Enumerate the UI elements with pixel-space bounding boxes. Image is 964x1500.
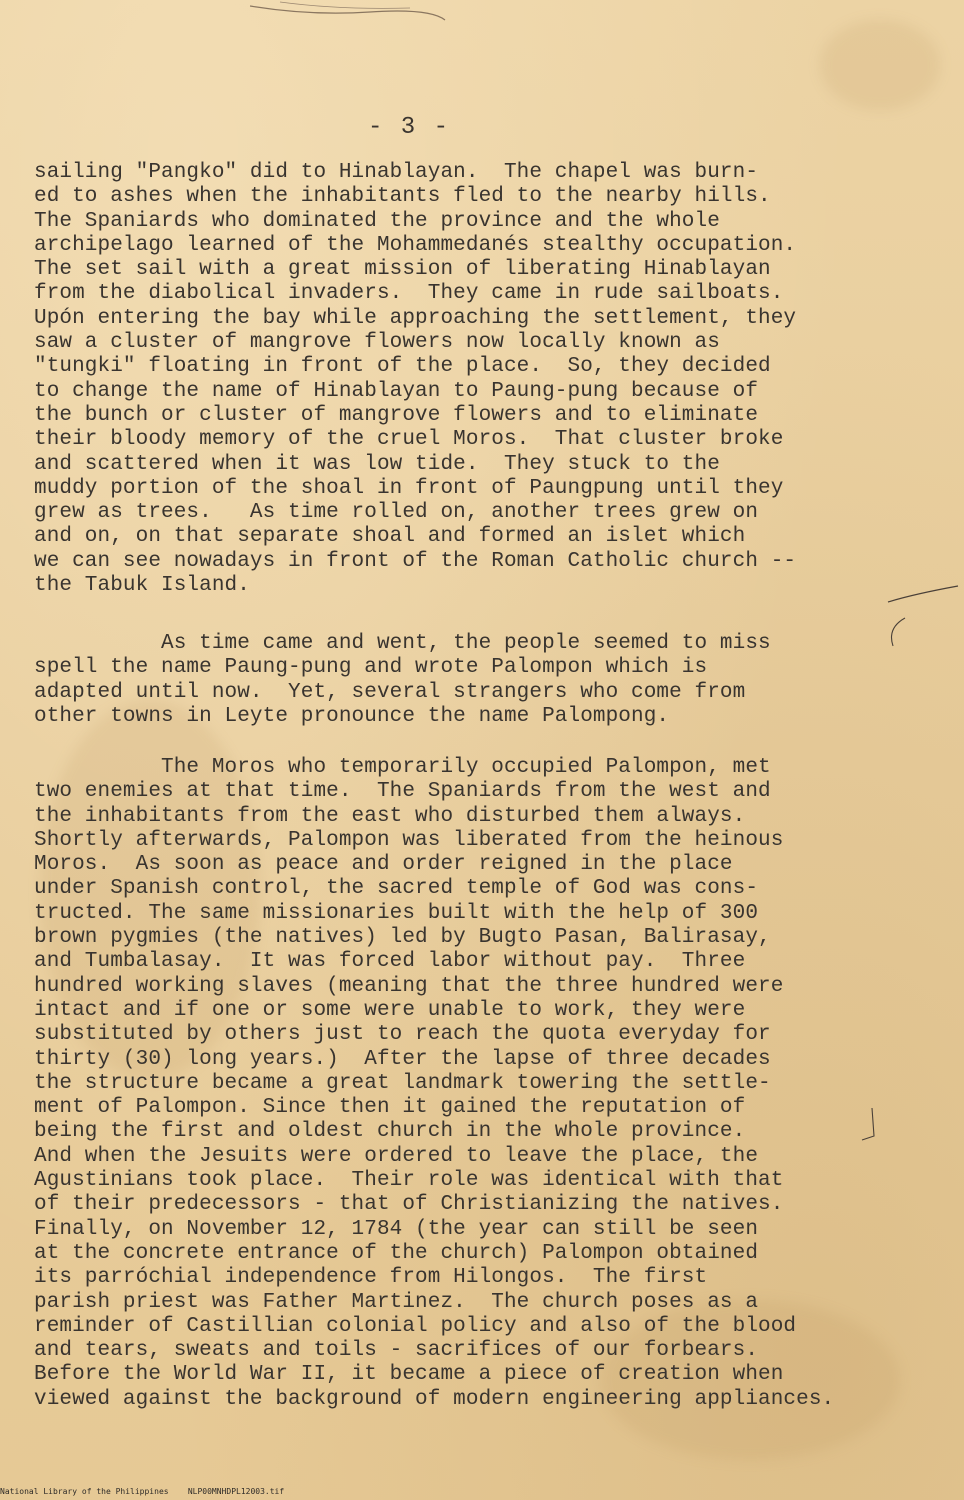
text-line: Finally, on November 12, 1784 (the year can still be seen <box>34 1217 759 1241</box>
text-line: viewed against the background of modern engineering appliances. <box>34 1387 835 1411</box>
text-line: Shortly afterwards, Palompon was liberated from the heinous <box>34 828 784 852</box>
pencil-margin-mark <box>884 584 962 614</box>
text-line: The Spaniards who dominated the province and the whole <box>34 209 720 233</box>
text-line: the inhabitants from the east who disturbed them always. <box>34 804 746 828</box>
text-line: being the first and oldest church in the whole province. <box>34 1120 746 1144</box>
text-line: of their predecessors - that of Christianizing the natives. <box>34 1193 784 1217</box>
text-line: other towns in Leyte pronounce the name Palompong. <box>34 704 670 728</box>
text-line: tructed. The same missionaries built with the help of 300 <box>34 901 759 925</box>
text-line: at the concrete entrance of the church) Palompon obtained <box>34 1241 759 1265</box>
pencil-bracket-mark <box>875 616 915 656</box>
text-line: two enemies at that time. The Spaniards from the west and <box>34 780 771 804</box>
text-line: to change the name of Hinablayan to Paung-pung because of <box>34 379 759 403</box>
text-line: the bunch or cluster of mangrove flowers and to eliminate <box>34 403 759 427</box>
text-line: Upón entering the bay while approaching the settlement, they <box>34 306 797 330</box>
text-line: saw a cluster of mangrove flowers now locally known as <box>34 331 720 355</box>
text-line: thirty (30) long years.) After the lapse of three decades <box>34 1047 771 1071</box>
text-line: ed to ashes when the inhabitants fled to the nearby hills. <box>34 185 771 209</box>
text-line: from the diabolical invaders. They came in rude sailboats. <box>34 282 784 306</box>
archive-footer: National Library of the Philippines NLP00MNHDPL12003.tif <box>0 1487 285 1496</box>
text-line: Before the World War II, it became a piece of creation when <box>34 1363 784 1387</box>
text-line: hundred working slaves (meaning that the three hundred were <box>34 974 784 998</box>
paragraph-1 <box>34 161 934 598</box>
text-line: reminder of Castillian colonial policy and also of the blood <box>34 1314 797 1338</box>
text-line: brown pygmies (the natives) led by Bugto Pasan, Balirasay, <box>34 926 771 950</box>
pencil-bracket-mark <box>860 1100 890 1160</box>
text-line: Moros. As soon as peace and order reigned in the place <box>34 853 733 877</box>
text-line: its parróchial independence from Hilongos. The first <box>34 1266 708 1290</box>
text-line: The set sail with a great mission of liberating Hinablayan <box>34 258 771 282</box>
text-line: ment of Palompon. Since then it gained the reputation of <box>34 1096 746 1120</box>
text-line: and Tumbalasay. It was forced labor without pay. Three <box>34 950 746 974</box>
text-line: Agustinians took place. Their role was identical with that <box>34 1169 784 1193</box>
paper-stain <box>820 20 940 110</box>
paragraph-2 <box>34 632 934 729</box>
text-line: As time came and went, the people seemed to miss <box>34 632 771 655</box>
text-line: the Tabuk Island. <box>34 574 250 598</box>
page-number: - 3 - <box>368 114 451 141</box>
text-line: grew as trees. As time rolled on, another trees grew on <box>34 501 759 525</box>
text-line: and on, on that separate shoal and formed an islet which <box>34 525 746 549</box>
text-line: and scattered when it was low tide. They stuck to the <box>34 452 720 476</box>
paragraph-3 <box>34 756 934 1412</box>
text-line: archipelago learned of the Mohammedanés stealthy occupation. <box>34 233 797 257</box>
text-line: intact and if one or some were unable to work, they were <box>34 998 746 1022</box>
text-line: their bloody memory of the cruel Moros. That cluster broke <box>34 428 784 452</box>
text-line: and tears, sweats and toils - sacrifices of our forbears. <box>34 1339 759 1363</box>
text-line: muddy portion of the shoal in front of Paungpung until they <box>34 476 784 500</box>
top-crease-mark <box>250 0 450 30</box>
text-line: under Spanish control, the sacred temple of God was cons- <box>34 877 759 901</box>
text-line: sailing "Pangko" did to Hinablayan. The chapel was burn- <box>34 161 759 184</box>
text-line: adapted until now. Yet, several strangers who come from <box>34 680 746 704</box>
text-line: substituted by others just to reach the quota everyday for <box>34 1023 771 1047</box>
text-line: the structure became a great landmark towering the settle- <box>34 1071 771 1095</box>
text-line: And when the Jesuits were ordered to leave the place, the <box>34 1144 759 1168</box>
text-line: The Moros who temporarily occupied Palompon, met <box>34 756 771 779</box>
text-line: spell the name Paung-pung and wrote Palompon which is <box>34 656 708 680</box>
text-line: parish priest was Father Martinez. The church poses as a <box>34 1290 759 1314</box>
text-line: "tungki" floating in front of the place. So, they decided <box>34 355 771 379</box>
text-line: we can see nowadays in front of the Roman Catholic church -- <box>34 549 797 573</box>
